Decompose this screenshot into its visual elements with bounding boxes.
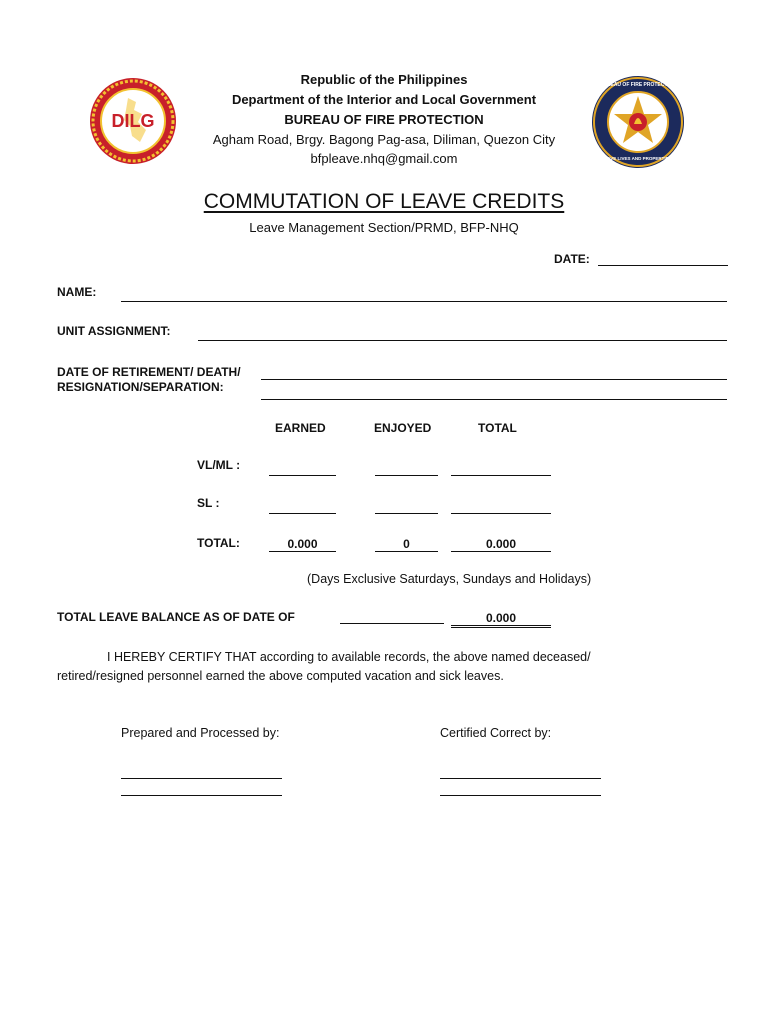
certified-signature-line-1[interactable] (440, 778, 601, 779)
row-label-total: TOTAL: (197, 536, 240, 550)
prepared-signature-line-1[interactable] (121, 778, 282, 779)
certified-by-label: Certified Correct by: (440, 726, 552, 740)
vlml-enjoyed[interactable] (375, 461, 438, 476)
retirement-field-2[interactable] (261, 399, 727, 400)
vlml-earned[interactable] (269, 461, 336, 476)
total-earned[interactable]: 0.000 (269, 537, 336, 552)
form-subtitle: Leave Management Section/PRMD, BFP-NHQ (249, 220, 519, 235)
sl-earned[interactable] (269, 499, 336, 514)
total-enjoyed[interactable]: 0 (375, 537, 438, 552)
col-header-enjoyed: ENJOYED (374, 421, 432, 435)
retirement-label-line2: RESIGNATION/SEPARATION: (57, 380, 224, 394)
sl-enjoyed[interactable] (375, 499, 438, 514)
bfp-bottom-text: SAVE LIVES AND PROPERTIES (604, 156, 672, 161)
header-bureau: BUREAU OF FIRE PROTECTION (284, 112, 484, 127)
balance-value: 0.000 (451, 611, 551, 628)
row-label-sl: SL : (197, 496, 220, 510)
header-republic: Republic of the Philippines (300, 72, 468, 87)
col-header-earned: EARNED (275, 421, 326, 435)
date-field[interactable] (598, 265, 728, 266)
header-email: bfpleave.nhq@gmail.com (310, 151, 458, 166)
certified-signature-line-2[interactable] (440, 795, 601, 796)
certify-line2: retired/resigned personnel earned the above computed vacation and sick leaves. (57, 669, 504, 683)
form-title: COMMUTATION OF LEAVE CREDITS (203, 190, 565, 213)
header-address: Agham Road, Brgy. Bagong Pag-asa, Diliman, Quezon City (212, 132, 556, 147)
balance-date-field[interactable] (340, 623, 444, 624)
prepared-signature-line-2[interactable] (121, 795, 282, 796)
bfp-ring-text: BUREAU OF FIRE PROTECTION (599, 82, 677, 88)
certify-line1: I HEREBY CERTIFY THAT according to available records, the above named deceased/ (107, 650, 591, 664)
name-label: NAME: (57, 285, 97, 299)
vlml-total[interactable] (451, 461, 551, 476)
prepared-by-label: Prepared and Processed by: (121, 726, 280, 740)
date-label: DATE: (554, 252, 590, 266)
total-total[interactable]: 0.000 (451, 537, 551, 552)
retirement-field-1[interactable] (261, 379, 727, 380)
balance-label: TOTAL LEAVE BALANCE AS OF DATE OF (57, 610, 295, 624)
col-header-total: TOTAL (478, 421, 517, 435)
days-note: (Days Exclusive Saturdays, Sundays and Holidays) (307, 572, 592, 586)
dilg-logo-text: DILG (111, 111, 155, 131)
header-department: Department of the Interior and Local Government (231, 92, 537, 107)
sl-total[interactable] (451, 499, 551, 514)
unit-assignment-field[interactable] (198, 340, 727, 341)
row-label-vlml: VL/ML : (197, 458, 241, 472)
retirement-label-line1: DATE OF RETIREMENT/ DEATH/ (57, 365, 241, 379)
name-field[interactable] (121, 301, 727, 302)
unit-assignment-label: UNIT ASSIGNMENT: (57, 324, 171, 338)
